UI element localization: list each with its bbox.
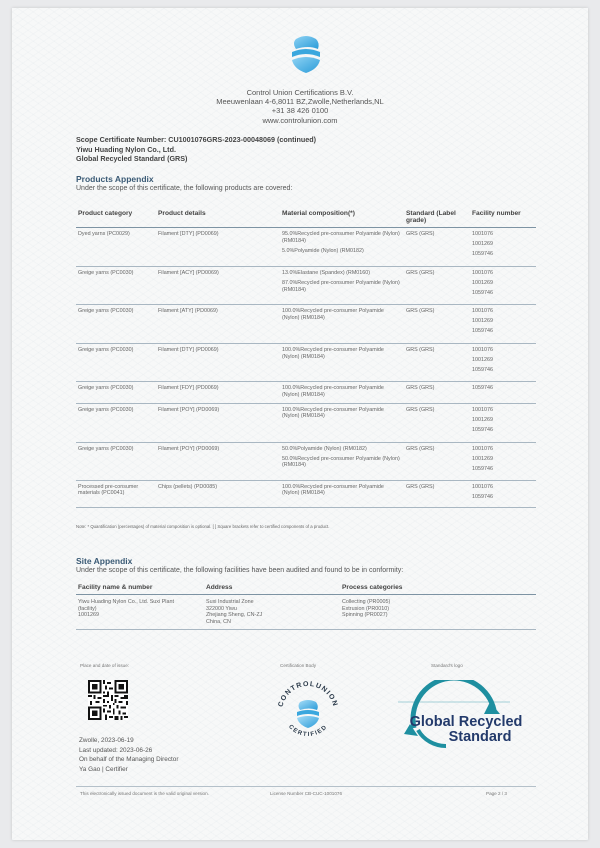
grs-logo-line1: Global Recycled <box>409 714 523 730</box>
products-table <box>76 208 536 508</box>
material-composition-cell: 13.0%Elastane (Spandex) (RM0160) 87.0%Recycled pre-consumer Polyamide (Nylon) (RM0184) <box>280 267 404 305</box>
footer-divider <box>76 786 536 787</box>
standard-cell: GRS (GRS) <box>404 403 470 442</box>
header-address: Address <box>204 582 340 595</box>
product-details-cell: Filament [ATY] (PD0069) <box>156 305 280 344</box>
last-updated: Last updated: 2023-06-26 <box>79 746 153 754</box>
product-row <box>76 344 536 382</box>
facility-number-cell: 1001076 1001269 1059746 <box>470 403 536 442</box>
facility-number-cell: 1001076 1001269 1059746 <box>470 228 536 267</box>
product-row <box>76 305 536 344</box>
standard-cell: GRS (GRS) <box>404 305 470 344</box>
control-union-certified-seal <box>270 674 346 750</box>
signer-name: Ya Gao | Certifier <box>79 765 128 773</box>
header-process: Process categories <box>340 582 536 595</box>
site-address-cell: Suxi Industrial Zone 322000 Yiwu Zhejiang Sheng, CN-ZJ China, CN <box>204 595 340 630</box>
header-standard: Standard (Label grade) <box>404 208 470 228</box>
global-recycled-standard-logo <box>384 680 534 750</box>
product-details-cell: Chips (pellets) (PD0085) <box>156 480 280 507</box>
standard-cell: GRS (GRS) <box>404 442 470 480</box>
seal-bottom-text: CERTIFIED <box>287 723 329 739</box>
header-category: Product category <box>76 208 156 228</box>
header-details: Product details <box>156 208 280 228</box>
product-details-cell: Filament [POY] (PD0069) <box>156 403 280 442</box>
facility-number-cell: 1001076 1001269 1059746 <box>470 267 536 305</box>
issuer-website[interactable]: www.controlunion.com <box>262 115 338 125</box>
facility-number-cell: 1001076 1001269 1059746 <box>470 344 536 382</box>
product-category-cell: Greige yarns (PC0030) <box>76 267 156 305</box>
footer-license: License Number CB-CUC-1001076 <box>270 791 343 796</box>
facility-number-cell: 1001076 1059746 <box>470 480 536 507</box>
composition-note: Note: * Quantification (percentages) of material composition is optional. [ ] Square brackets refer to certified components of a product. <box>76 524 330 529</box>
material-composition-cell: 50.0%Polyamide (Nylon) (RM0182) 50.0%Recycled pre-consumer Polyamide (Nylon) (RM0184) <box>280 442 404 480</box>
product-category-cell: Dyed yarns (PC0029) <box>76 228 156 267</box>
products-subtitle: Under the scope of this certificate, the following products are covered: <box>76 185 293 192</box>
material-composition-cell: 100.0%Recycled pre-consumer Polyamide (Nylon) (RM0184) <box>280 344 404 382</box>
standard-logo-label: Standard's logo <box>431 663 463 668</box>
product-category-cell: Greige yarns (PC0030) <box>76 382 156 404</box>
site-facility-cell: Yiwu Huading Nylon Co., Ltd. Suxi Plant (facility) 1001269 <box>76 595 204 630</box>
issuer-phone: +31 38 426 0100 <box>271 106 329 116</box>
footer-page: Page 2 / 3 <box>486 791 507 796</box>
product-category-cell: Greige yarns (PC0030) <box>76 403 156 442</box>
product-category-cell: Greige yarns (PC0030) <box>76 344 156 382</box>
products-title: Products Appendix <box>76 174 154 184</box>
product-details-cell: Filament [DTY] (PD0069) <box>156 228 280 267</box>
header-composition: Material composition(*) <box>280 208 404 228</box>
facility-number-cell: 1001076 1001269 1059746 <box>470 442 536 480</box>
header-facility-name: Facility name & number <box>76 582 204 595</box>
product-row <box>76 480 536 507</box>
site-table <box>76 582 536 630</box>
product-category-cell: Processed pre-consumer materials (PC0041) <box>76 480 156 507</box>
certificate-page <box>12 8 588 840</box>
product-category-cell: Greige yarns (PC0030) <box>76 442 156 480</box>
company-name: Yiwu Huading Nylon Co., Ltd. <box>76 144 176 154</box>
certification-body-label: Certification Body <box>280 663 317 668</box>
product-details-cell: Filament [DTY] (PD0069) <box>156 344 280 382</box>
product-row <box>76 382 536 404</box>
standard-cell: GRS (GRS) <box>404 267 470 305</box>
issuer-name: Control Union Certifications B.V. <box>246 88 354 97</box>
seal-top-text: CONTROLUNION <box>277 680 339 708</box>
site-process-cell: Collecting (PR0005) Extrusion (PR0010) Spinning (PR0027) <box>340 595 536 630</box>
on-behalf: On behalf of the Managing Director <box>79 756 179 763</box>
issuer-address: Meeuwenlaan 4-6,8011 BZ,Zwolle,Netherlands,NL <box>216 97 384 107</box>
site-title: Site Appendix <box>76 556 133 566</box>
facility-number-cell: 1001076 1001269 1059746 <box>470 305 536 344</box>
material-composition-cell: 100.0%Recycled pre-consumer Polyamide (Nylon) (RM0184) <box>280 403 404 442</box>
product-details-cell: Filament [FDY] (PD0069) <box>156 382 280 404</box>
product-details-cell: Filament [ACY] (PD0069) <box>156 267 280 305</box>
footer-validity: This electronically issued document is the valid original version. <box>80 791 209 796</box>
site-row <box>76 595 536 630</box>
issue-place-date: Zwolle, 2023-06-19 <box>79 737 134 744</box>
qr-code-icon[interactable] <box>88 680 128 720</box>
product-category-cell: Greige yarns (PC0030) <box>76 305 156 344</box>
product-row <box>76 442 536 480</box>
site-subtitle: Under the scope of this certificate, the following facilities have been audited and found to be in conformity: <box>76 567 404 574</box>
control-union-logo-icon <box>288 33 324 75</box>
scope-block <box>76 135 316 164</box>
products-header-row <box>76 208 536 228</box>
issuer-header <box>12 88 588 125</box>
product-row <box>76 267 536 305</box>
product-details-cell: Filament [POY] (PD0069) <box>156 442 280 480</box>
material-composition-cell: 100.0%Recycled pre-consumer Polyamide (Nylon) (RM0184) <box>280 480 404 507</box>
facility-number-cell: 1059746 <box>470 382 536 404</box>
issue-block <box>79 736 178 774</box>
header-facility: Facility number <box>470 208 536 228</box>
place-date-label: Place and date of issue: <box>80 663 130 668</box>
standard-cell: GRS (GRS) <box>404 480 470 507</box>
site-header-row <box>76 582 536 595</box>
material-composition-cell: 100.0%Recycled pre-consumer Polyamide (Nylon) (RM0184) <box>280 382 404 404</box>
grs-logo-line2: Standard <box>448 729 512 745</box>
material-composition-cell: 100.0%Recycled pre-consumer Polyamide (Nylon) (RM0184) <box>280 305 404 344</box>
certificate-number: Scope Certificate Number: CU1001076GRS-2023-00048069 (continued) <box>76 135 317 144</box>
standard-cell: GRS (GRS) <box>404 228 470 267</box>
product-row <box>76 403 536 442</box>
product-row <box>76 228 536 267</box>
standard-name: Global Recycled Standard (GRS) <box>76 154 188 164</box>
material-composition-cell: 95.0%Recycled pre-consumer Polyamide (Nylon) (RM0184) 5.0%Polyamide (Nylon) (RM0182) <box>280 228 404 267</box>
standard-cell: GRS (GRS) <box>404 344 470 382</box>
products-body <box>76 228 536 508</box>
standard-cell: GRS (GRS) <box>404 382 470 404</box>
